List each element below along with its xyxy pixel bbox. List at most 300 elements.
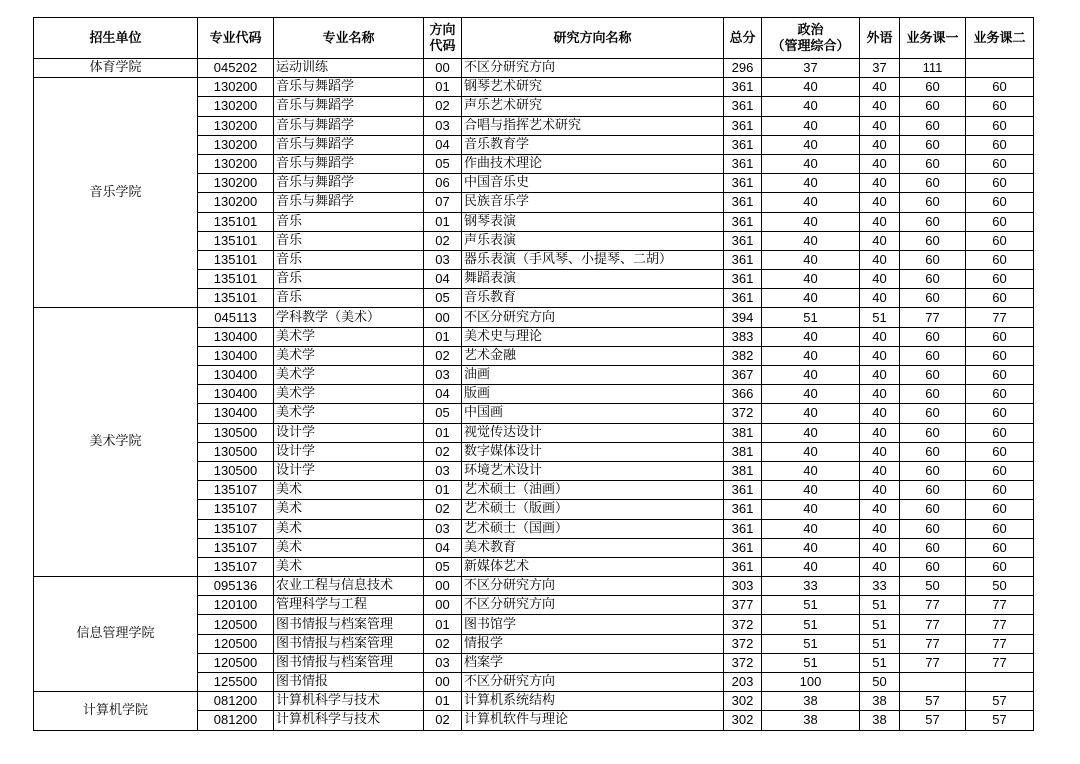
total-score-cell: 302 (724, 692, 762, 711)
foreign-score-cell: 40 (860, 346, 900, 365)
foreign-score-cell: 40 (860, 135, 900, 154)
table-row (34, 59, 1034, 78)
course-one-score-cell: 60 (900, 250, 966, 269)
major-code-cell: 130400 (198, 404, 274, 423)
major-name-cell: 美术 (274, 481, 424, 500)
direction-name-cell: 档案学 (462, 653, 724, 672)
table-body (34, 59, 1034, 731)
major-code-cell: 130200 (198, 174, 274, 193)
course-two-score-cell: 60 (966, 346, 1034, 365)
major-name-cell: 图书情报与档案管理 (274, 653, 424, 672)
direction-code-cell: 01 (424, 481, 462, 500)
major-code-cell: 120500 (198, 634, 274, 653)
foreign-score-cell: 40 (860, 212, 900, 231)
total-score-cell: 367 (724, 366, 762, 385)
table-row (34, 692, 1034, 711)
major-name-cell: 美术学 (274, 385, 424, 404)
politics-score-cell: 40 (762, 154, 860, 173)
direction-name-cell: 艺术硕士（国画） (462, 519, 724, 538)
foreign-score-cell: 40 (860, 289, 900, 308)
major-code-cell: 130400 (198, 346, 274, 365)
politics-score-cell: 40 (762, 442, 860, 461)
course-one-score-cell: 60 (900, 327, 966, 346)
major-code-cell: 045202 (198, 59, 274, 78)
direction-code-cell: 03 (424, 116, 462, 135)
direction-name-cell: 计算机软件与理论 (462, 711, 724, 730)
direction-code-cell: 00 (424, 577, 462, 596)
direction-name-cell: 中国画 (462, 404, 724, 423)
unit-cell: 计算机学院 (34, 692, 198, 730)
course-two-score-cell: 77 (966, 596, 1034, 615)
total-score-cell: 361 (724, 519, 762, 538)
politics-score-cell: 40 (762, 423, 860, 442)
foreign-score-cell: 40 (860, 116, 900, 135)
direction-name-cell: 艺术硕士（版画） (462, 500, 724, 519)
major-code-cell: 135101 (198, 231, 274, 250)
foreign-score-cell: 40 (860, 442, 900, 461)
politics-score-cell: 40 (762, 366, 860, 385)
course-one-score-cell: 60 (900, 116, 966, 135)
header-unit: 招生单位 (34, 18, 198, 59)
total-score-cell: 361 (724, 212, 762, 231)
course-one-score-cell: 60 (900, 193, 966, 212)
course-one-score-cell: 60 (900, 423, 966, 442)
direction-name-cell: 计算机系统结构 (462, 692, 724, 711)
direction-code-cell: 04 (424, 538, 462, 557)
course-two-score-cell: 77 (966, 308, 1034, 327)
total-score-cell: 372 (724, 634, 762, 653)
politics-score-cell: 40 (762, 327, 860, 346)
course-one-score-cell: 77 (900, 596, 966, 615)
total-score-cell: 203 (724, 673, 762, 692)
total-score-cell: 361 (724, 193, 762, 212)
major-code-cell: 045113 (198, 308, 274, 327)
total-score-cell: 383 (724, 327, 762, 346)
direction-name-cell: 美术史与理论 (462, 327, 724, 346)
politics-score-cell: 40 (762, 538, 860, 557)
direction-name-cell: 情报学 (462, 634, 724, 653)
header-major-code: 专业代码 (198, 18, 274, 59)
course-two-score-cell: 60 (966, 231, 1034, 250)
direction-code-cell: 02 (424, 97, 462, 116)
direction-code-cell: 02 (424, 346, 462, 365)
course-one-score-cell: 60 (900, 366, 966, 385)
direction-code-cell: 03 (424, 653, 462, 672)
direction-code-cell: 02 (424, 442, 462, 461)
direction-code-cell: 01 (424, 615, 462, 634)
course-two-score-cell: 57 (966, 692, 1034, 711)
course-one-score-cell: 60 (900, 231, 966, 250)
table-row (34, 308, 1034, 327)
direction-code-cell: 00 (424, 673, 462, 692)
course-one-score-cell: 111 (900, 59, 966, 78)
total-score-cell: 381 (724, 461, 762, 480)
header-direction-code: 方向 代码 (424, 18, 462, 59)
course-two-score-cell: 60 (966, 442, 1034, 461)
politics-score-cell: 51 (762, 653, 860, 672)
politics-score-cell: 40 (762, 135, 860, 154)
foreign-score-cell: 51 (860, 615, 900, 634)
direction-name-cell: 图书馆学 (462, 615, 724, 634)
course-two-score-cell: 60 (966, 154, 1034, 173)
course-one-score-cell: 60 (900, 404, 966, 423)
course-one-score-cell: 60 (900, 174, 966, 193)
major-name-cell: 美术学 (274, 366, 424, 385)
major-name-cell: 音乐 (274, 212, 424, 231)
major-name-cell: 美术学 (274, 404, 424, 423)
course-two-score-cell: 60 (966, 538, 1034, 557)
direction-code-cell: 03 (424, 250, 462, 269)
direction-name-cell: 不区分研究方向 (462, 673, 724, 692)
foreign-score-cell: 51 (860, 596, 900, 615)
direction-code-cell: 01 (424, 692, 462, 711)
direction-name-cell: 不区分研究方向 (462, 308, 724, 327)
foreign-score-cell: 40 (860, 404, 900, 423)
direction-name-cell: 新媒体艺术 (462, 557, 724, 576)
politics-score-cell: 40 (762, 519, 860, 538)
major-name-cell: 运动训练 (274, 59, 424, 78)
foreign-score-cell: 40 (860, 327, 900, 346)
course-two-score-cell: 60 (966, 327, 1034, 346)
course-one-score-cell: 57 (900, 711, 966, 730)
foreign-score-cell: 40 (860, 538, 900, 557)
major-name-cell: 音乐 (274, 231, 424, 250)
foreign-score-cell: 40 (860, 97, 900, 116)
major-code-cell: 130200 (198, 97, 274, 116)
major-code-cell: 130400 (198, 327, 274, 346)
major-name-cell: 图书情报 (274, 673, 424, 692)
total-score-cell: 361 (724, 500, 762, 519)
major-name-cell: 设计学 (274, 423, 424, 442)
foreign-score-cell: 40 (860, 481, 900, 500)
politics-score-cell: 38 (762, 692, 860, 711)
course-one-score-cell: 77 (900, 653, 966, 672)
direction-code-cell: 03 (424, 366, 462, 385)
direction-name-cell: 民族音乐学 (462, 193, 724, 212)
major-code-cell: 135101 (198, 270, 274, 289)
course-two-score-cell: 60 (966, 500, 1034, 519)
course-one-score-cell: 77 (900, 634, 966, 653)
header-course-two: 业务课二 (966, 18, 1034, 59)
politics-score-cell: 40 (762, 116, 860, 135)
direction-name-cell: 作曲技术理论 (462, 154, 724, 173)
course-two-score-cell: 60 (966, 557, 1034, 576)
major-name-cell: 美术 (274, 500, 424, 519)
politics-score-cell: 40 (762, 250, 860, 269)
course-two-score-cell: 77 (966, 653, 1034, 672)
major-name-cell: 音乐与舞蹈学 (274, 135, 424, 154)
direction-name-cell: 不区分研究方向 (462, 59, 724, 78)
direction-code-cell: 07 (424, 193, 462, 212)
foreign-score-cell: 40 (860, 270, 900, 289)
direction-name-cell: 舞蹈表演 (462, 270, 724, 289)
politics-score-cell: 51 (762, 596, 860, 615)
direction-name-cell: 美术教育 (462, 538, 724, 557)
course-one-score-cell: 60 (900, 97, 966, 116)
direction-name-cell: 视觉传达设计 (462, 423, 724, 442)
course-two-score-cell: 50 (966, 577, 1034, 596)
major-name-cell: 计算机科学与技术 (274, 711, 424, 730)
course-two-score-cell: 60 (966, 519, 1034, 538)
major-name-cell: 音乐与舞蹈学 (274, 193, 424, 212)
total-score-cell: 361 (724, 231, 762, 250)
direction-name-cell: 数字媒体设计 (462, 442, 724, 461)
total-score-cell: 366 (724, 385, 762, 404)
politics-score-cell: 40 (762, 481, 860, 500)
direction-code-cell: 05 (424, 289, 462, 308)
total-score-cell: 361 (724, 250, 762, 269)
course-two-score-cell: 57 (966, 711, 1034, 730)
direction-name-cell: 钢琴表演 (462, 212, 724, 231)
politics-score-cell: 40 (762, 97, 860, 116)
foreign-score-cell: 40 (860, 193, 900, 212)
unit-cell: 美术学院 (34, 308, 198, 577)
major-name-cell: 音乐 (274, 250, 424, 269)
course-one-score-cell: 60 (900, 270, 966, 289)
direction-name-cell: 艺术硕士（油画） (462, 481, 724, 500)
major-name-cell: 学科教学（美术） (274, 308, 424, 327)
major-code-cell: 130200 (198, 193, 274, 212)
politics-score-cell: 51 (762, 615, 860, 634)
major-name-cell: 美术学 (274, 346, 424, 365)
foreign-score-cell: 40 (860, 231, 900, 250)
major-code-cell: 095136 (198, 577, 274, 596)
direction-name-cell: 声乐艺术研究 (462, 97, 724, 116)
major-code-cell: 135101 (198, 212, 274, 231)
total-score-cell: 361 (724, 135, 762, 154)
direction-code-cell: 06 (424, 174, 462, 193)
course-two-score-cell: 60 (966, 116, 1034, 135)
direction-code-cell: 01 (424, 212, 462, 231)
politics-score-cell: 40 (762, 212, 860, 231)
course-one-score-cell: 50 (900, 577, 966, 596)
major-code-cell: 135101 (198, 250, 274, 269)
politics-score-cell: 40 (762, 78, 860, 97)
foreign-score-cell: 40 (860, 500, 900, 519)
direction-name-cell: 音乐教育学 (462, 135, 724, 154)
total-score-cell: 361 (724, 174, 762, 193)
course-two-score-cell: 60 (966, 212, 1034, 231)
politics-score-cell: 100 (762, 673, 860, 692)
course-one-score-cell: 60 (900, 461, 966, 480)
course-one-score-cell: 60 (900, 442, 966, 461)
foreign-score-cell: 50 (860, 673, 900, 692)
total-score-cell: 361 (724, 538, 762, 557)
major-name-cell: 设计学 (274, 461, 424, 480)
politics-score-cell: 40 (762, 270, 860, 289)
politics-score-cell: 40 (762, 289, 860, 308)
major-code-cell: 081200 (198, 692, 274, 711)
major-name-cell: 音乐与舞蹈学 (274, 97, 424, 116)
direction-code-cell: 01 (424, 423, 462, 442)
unit-cell: 音乐学院 (34, 78, 198, 308)
major-name-cell: 美术 (274, 538, 424, 557)
major-code-cell: 120500 (198, 653, 274, 672)
total-score-cell: 303 (724, 577, 762, 596)
direction-code-cell: 03 (424, 519, 462, 538)
course-two-score-cell: 60 (966, 250, 1034, 269)
direction-code-cell: 00 (424, 308, 462, 327)
course-two-score-cell: 60 (966, 78, 1034, 97)
major-code-cell: 130400 (198, 366, 274, 385)
course-one-score-cell: 60 (900, 500, 966, 519)
foreign-score-cell: 40 (860, 519, 900, 538)
direction-code-cell: 05 (424, 557, 462, 576)
direction-name-cell: 器乐表演（手风琴、小提琴、二胡） (462, 250, 724, 269)
total-score-cell: 361 (724, 97, 762, 116)
total-score-cell: 361 (724, 116, 762, 135)
major-code-cell: 130500 (198, 423, 274, 442)
total-score-cell: 361 (724, 481, 762, 500)
direction-code-cell: 00 (424, 59, 462, 78)
major-name-cell: 美术 (274, 519, 424, 538)
politics-score-cell: 40 (762, 346, 860, 365)
course-one-score-cell: 57 (900, 692, 966, 711)
major-name-cell: 图书情报与档案管理 (274, 634, 424, 653)
total-score-cell: 372 (724, 653, 762, 672)
foreign-score-cell: 37 (860, 59, 900, 78)
direction-name-cell: 不区分研究方向 (462, 577, 724, 596)
table-row (34, 78, 1034, 97)
major-name-cell: 音乐 (274, 289, 424, 308)
politics-score-cell: 51 (762, 634, 860, 653)
course-one-score-cell: 60 (900, 289, 966, 308)
table-row (34, 577, 1034, 596)
major-code-cell: 130200 (198, 116, 274, 135)
politics-score-cell: 40 (762, 193, 860, 212)
major-code-cell: 135107 (198, 538, 274, 557)
foreign-score-cell: 40 (860, 174, 900, 193)
course-two-score-cell: 77 (966, 634, 1034, 653)
major-code-cell: 135107 (198, 481, 274, 500)
total-score-cell: 302 (724, 711, 762, 730)
course-two-score-cell: 60 (966, 461, 1034, 480)
direction-code-cell: 02 (424, 634, 462, 653)
total-score-cell: 394 (724, 308, 762, 327)
direction-code-cell: 03 (424, 461, 462, 480)
unit-cell: 体育学院 (34, 59, 198, 78)
total-score-cell: 381 (724, 442, 762, 461)
major-code-cell: 135107 (198, 557, 274, 576)
foreign-score-cell: 51 (860, 634, 900, 653)
foreign-score-cell: 40 (860, 385, 900, 404)
direction-code-cell: 05 (424, 404, 462, 423)
direction-code-cell: 02 (424, 500, 462, 519)
foreign-score-cell: 40 (860, 78, 900, 97)
politics-score-cell: 40 (762, 404, 860, 423)
direction-code-cell: 02 (424, 231, 462, 250)
foreign-score-cell: 40 (860, 423, 900, 442)
total-score-cell: 361 (724, 557, 762, 576)
header-foreign-language: 外语 (860, 18, 900, 59)
total-score-cell: 377 (724, 596, 762, 615)
major-name-cell: 美术 (274, 557, 424, 576)
major-name-cell: 音乐与舞蹈学 (274, 78, 424, 97)
header-politics: 政治 （管理综合） (762, 18, 860, 59)
table-header (34, 18, 1034, 59)
direction-code-cell: 04 (424, 385, 462, 404)
course-two-score-cell: 60 (966, 135, 1034, 154)
course-one-score-cell: 60 (900, 135, 966, 154)
direction-name-cell: 版画 (462, 385, 724, 404)
politics-score-cell: 33 (762, 577, 860, 596)
major-code-cell: 130200 (198, 135, 274, 154)
foreign-score-cell: 40 (860, 250, 900, 269)
total-score-cell: 372 (724, 404, 762, 423)
major-code-cell: 081200 (198, 711, 274, 730)
major-code-cell: 130200 (198, 78, 274, 97)
course-one-score-cell: 60 (900, 481, 966, 500)
course-two-score-cell: 60 (966, 174, 1034, 193)
total-score-cell: 382 (724, 346, 762, 365)
course-two-score-cell: 60 (966, 193, 1034, 212)
major-code-cell: 135101 (198, 289, 274, 308)
direction-code-cell: 02 (424, 711, 462, 730)
foreign-score-cell: 38 (860, 711, 900, 730)
major-name-cell: 设计学 (274, 442, 424, 461)
direction-name-cell: 音乐教育 (462, 289, 724, 308)
header-direction-name: 研究方向名称 (462, 18, 724, 59)
foreign-score-cell: 38 (860, 692, 900, 711)
total-score-cell: 361 (724, 289, 762, 308)
major-code-cell: 130500 (198, 461, 274, 480)
major-code-cell: 120500 (198, 615, 274, 634)
major-code-cell: 130400 (198, 385, 274, 404)
major-name-cell: 农业工程与信息技术 (274, 577, 424, 596)
total-score-cell: 361 (724, 78, 762, 97)
politics-score-cell: 40 (762, 557, 860, 576)
politics-score-cell: 37 (762, 59, 860, 78)
major-code-cell: 130200 (198, 154, 274, 173)
course-one-score-cell: 60 (900, 78, 966, 97)
course-two-score-cell (966, 673, 1034, 692)
course-two-score-cell: 77 (966, 615, 1034, 634)
major-name-cell: 计算机科学与技术 (274, 692, 424, 711)
politics-score-cell: 40 (762, 385, 860, 404)
foreign-score-cell: 40 (860, 366, 900, 385)
course-one-score-cell: 60 (900, 154, 966, 173)
major-code-cell: 135107 (198, 519, 274, 538)
header-course-one: 业务课一 (900, 18, 966, 59)
course-two-score-cell: 60 (966, 270, 1034, 289)
course-two-score-cell: 60 (966, 423, 1034, 442)
course-two-score-cell: 60 (966, 97, 1034, 116)
course-one-score-cell: 77 (900, 308, 966, 327)
direction-code-cell: 01 (424, 78, 462, 97)
header-major-name: 专业名称 (274, 18, 424, 59)
major-name-cell: 音乐与舞蹈学 (274, 116, 424, 135)
politics-score-cell: 40 (762, 500, 860, 519)
direction-code-cell: 01 (424, 327, 462, 346)
major-name-cell: 音乐与舞蹈学 (274, 174, 424, 193)
course-one-score-cell: 60 (900, 519, 966, 538)
direction-code-cell: 04 (424, 135, 462, 154)
major-name-cell: 图书情报与档案管理 (274, 615, 424, 634)
direction-name-cell: 不区分研究方向 (462, 596, 724, 615)
foreign-score-cell: 40 (860, 461, 900, 480)
direction-name-cell: 钢琴艺术研究 (462, 78, 724, 97)
course-two-score-cell: 60 (966, 289, 1034, 308)
foreign-score-cell: 33 (860, 577, 900, 596)
politics-score-cell: 40 (762, 174, 860, 193)
major-code-cell: 125500 (198, 673, 274, 692)
direction-name-cell: 环境艺术设计 (462, 461, 724, 480)
politics-score-cell: 38 (762, 711, 860, 730)
direction-name-cell: 中国音乐史 (462, 174, 724, 193)
major-name-cell: 管理科学与工程 (274, 596, 424, 615)
course-one-score-cell: 60 (900, 538, 966, 557)
course-one-score-cell (900, 673, 966, 692)
